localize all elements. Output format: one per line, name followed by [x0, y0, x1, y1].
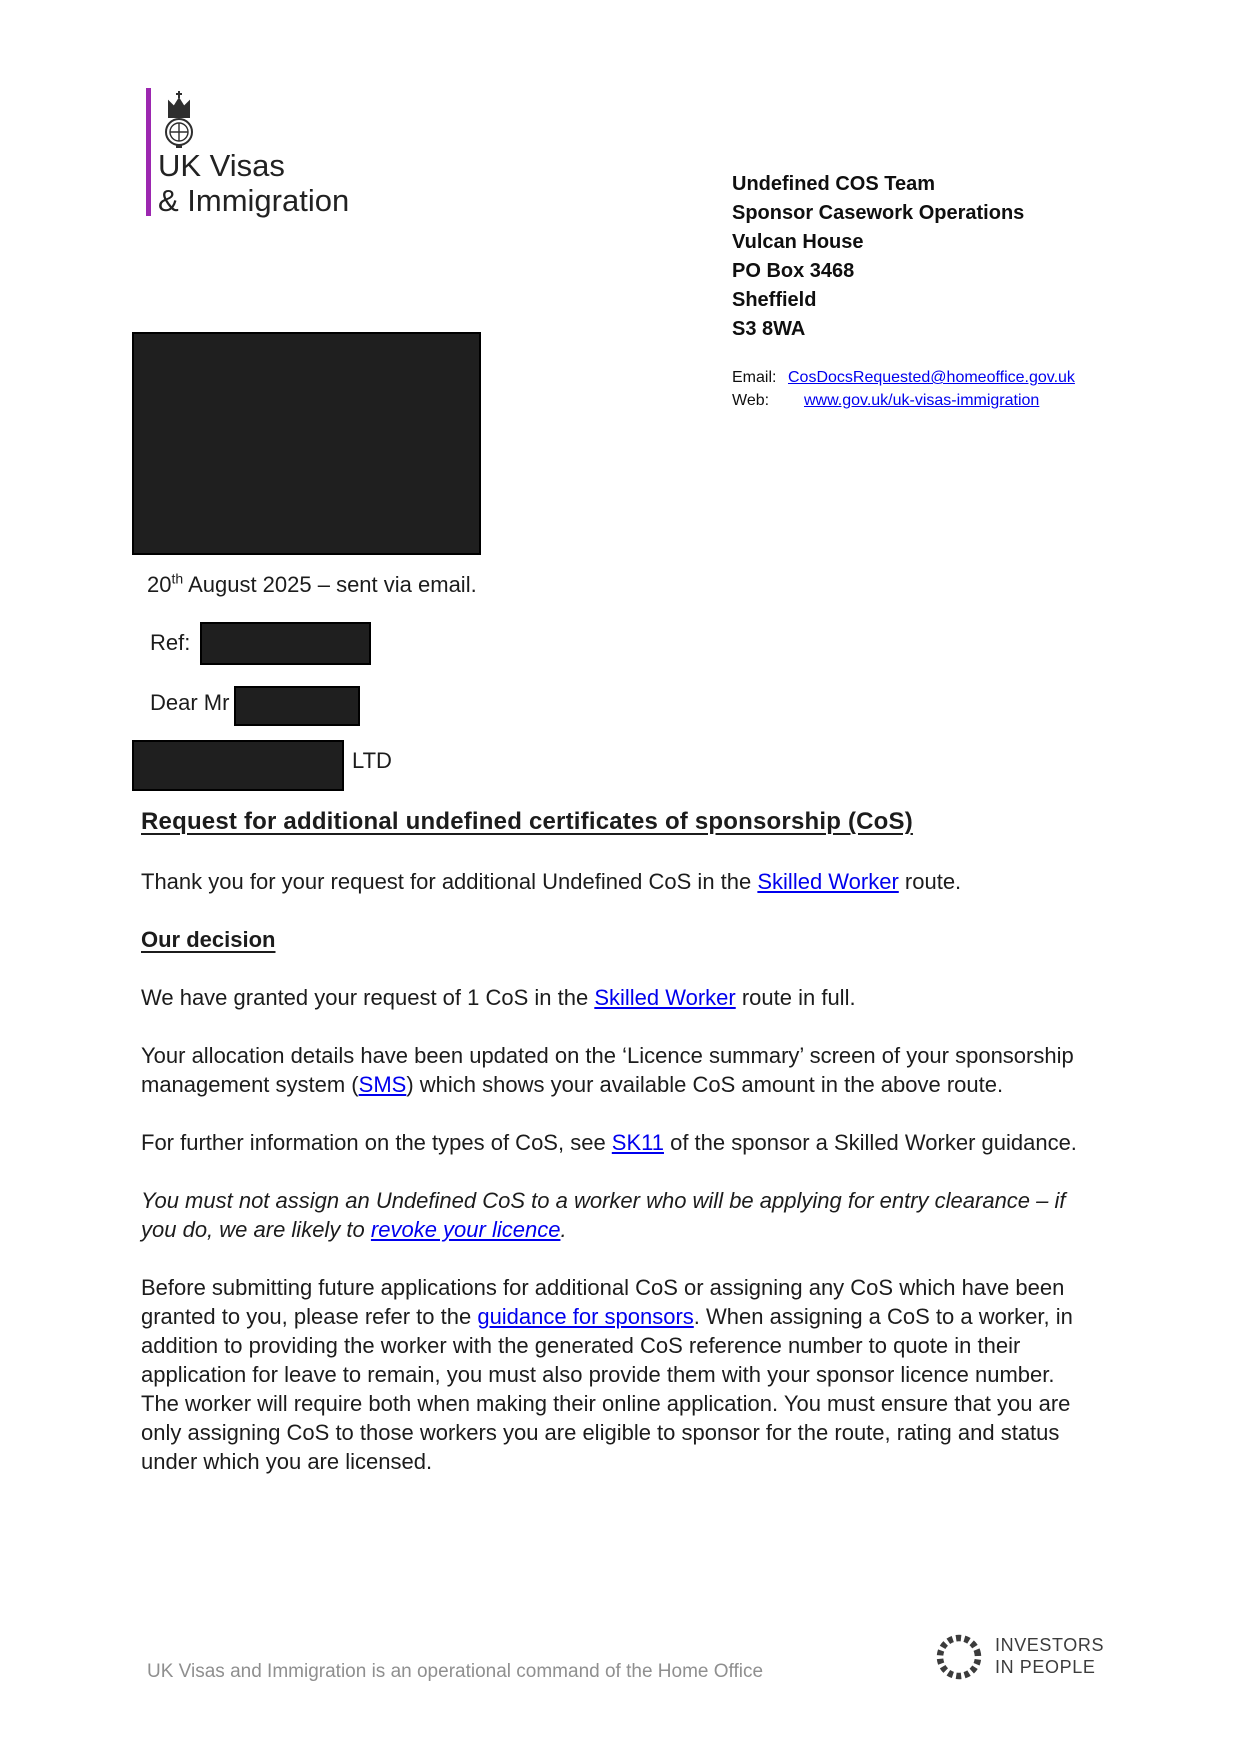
date-rest: August 2025 – sent via email.: [183, 572, 477, 597]
salutation: Dear Mr: [150, 690, 230, 715]
inline-link[interactable]: guidance for sponsors: [477, 1304, 694, 1329]
sender-address-line: PO Box 3468: [732, 260, 855, 282]
text-run: We have granted your request of 1 CoS in the: [141, 985, 595, 1010]
redacted-recipient-address: [132, 332, 481, 555]
inline-link[interactable]: revoke your licence: [370, 1217, 561, 1242]
web-label: Web:: [732, 392, 770, 409]
text-run: Your allocation details have been updated on the ‘Licence summary’ screen of your sponsorship management system (: [141, 1043, 1074, 1097]
body-paragraph: [141, 983, 1093, 1012]
footer-disclaimer: UK Visas and Immigration is an operational command of the Home Office: [147, 1661, 764, 1682]
email-row: [732, 366, 1075, 389]
date-line: [147, 572, 477, 598]
inline-link[interactable]: SMS: [358, 1072, 407, 1097]
company-suffix: LTD: [352, 748, 392, 773]
brand-wordmark: [158, 148, 349, 218]
royal-crest-icon: [157, 90, 201, 148]
email-link[interactable]: CosDocsRequested@homeoffice.gov.uk: [788, 369, 1075, 386]
iip-line-2: IN PEOPLE: [995, 1657, 1096, 1677]
body-paragraph: [141, 1273, 1093, 1476]
date-day: 20: [147, 572, 172, 597]
email-label: Email:: [732, 369, 777, 386]
text-run: route in full.: [735, 985, 856, 1010]
sender-address-line: S3 8WA: [732, 318, 806, 340]
redacted-recipient-name: [234, 686, 360, 726]
investors-in-people-text: [995, 1634, 1104, 1678]
sender-address-line: Sheffield: [732, 289, 817, 311]
letter-heading: Request for additional undefined certificates of sponsorship (CoS): [141, 808, 913, 835]
text-run: You must not assign an Undefined CoS to a worker who will be applying for entry clearance – if you do, we are likely to: [141, 1188, 1066, 1242]
text-run: Our decision: [141, 927, 276, 952]
text-run: Thank you for your request for additional Undefined CoS in the: [141, 869, 758, 894]
sender-address-line: Vulcan House: [732, 231, 864, 253]
investors-in-people-logo: [933, 1631, 1104, 1683]
sender-address-line: Undefined COS Team: [732, 173, 935, 195]
sender-address-line: Sponsor Casework Operations: [732, 202, 1025, 224]
section-subheading: [141, 925, 1093, 954]
sender-address: [732, 170, 1024, 344]
web-row: [732, 389, 1075, 412]
brand-line-1: UK Visas: [158, 148, 285, 183]
body-paragraph: [141, 1186, 1093, 1244]
laurel-wreath-icon: [933, 1631, 985, 1683]
iip-line-1: INVESTORS: [995, 1635, 1105, 1655]
brand-line-2: & Immigration: [158, 183, 350, 218]
body-paragraph: [141, 1041, 1093, 1099]
letter-body: [141, 806, 1093, 1476]
text-run: . When assigning a CoS to a worker, in addition to providing the worker with the generated CoS reference number to quote in their application for leave to remain, you must also provide them with your sponsor licence number. The worker will require both when making their online application. You must ensure that you are only assigning CoS to those workers you are eligible to sponsor for the route, rating and status under which you are licensed.: [141, 1304, 1073, 1474]
text-run: of the sponsor a Skilled Worker guidance.: [663, 1130, 1077, 1155]
text-run: Before submitting future applications for additional CoS or assigning any CoS which have been granted to you, please refer to the: [141, 1275, 1065, 1329]
text-run: For further information on the types of CoS, see: [141, 1130, 612, 1155]
redacted-company-name: [132, 740, 344, 791]
text-run: ) which shows your available CoS amount in the above route.: [406, 1072, 1004, 1097]
text-run: .: [560, 1217, 567, 1242]
letter-paragraphs: [141, 867, 1093, 1476]
inline-link[interactable]: Skilled Worker: [757, 869, 899, 894]
redacted-reference-number: [200, 622, 371, 665]
brand-accent-bar: [146, 88, 151, 216]
inline-link[interactable]: Skilled Worker: [594, 985, 736, 1010]
text-run: route.: [898, 869, 962, 894]
inline-link[interactable]: SK11: [611, 1130, 664, 1155]
body-paragraph: [141, 1128, 1093, 1157]
date-ordinal: th: [171, 570, 184, 587]
contact-block: [732, 366, 1075, 412]
ref-label: Ref:: [150, 630, 191, 655]
web-link[interactable]: www.gov.uk/uk-visas-immigration: [804, 392, 1040, 409]
body-paragraph: [141, 867, 1093, 896]
